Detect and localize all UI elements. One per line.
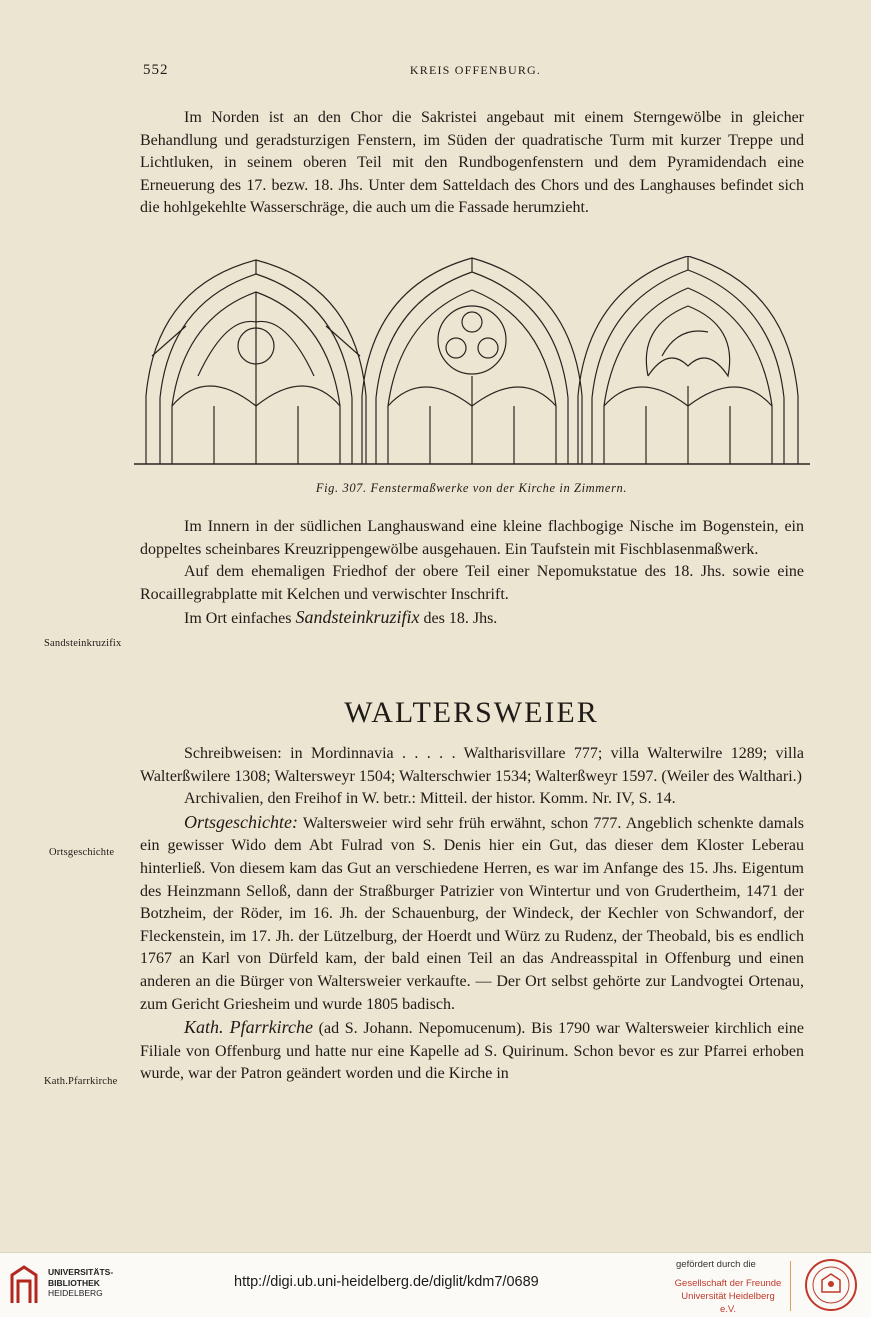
intro-paragraph — [140, 107, 804, 220]
ort-suffix: des 18. Jhs. — [423, 610, 498, 628]
sponsor-name — [672, 1277, 784, 1316]
sponsor-label: gefördert durch die — [676, 1259, 756, 1270]
intro-text: Im Norden ist an den Chor die Sakristei angebaut mit einem Sterngewölbe in gleicher Behandlung und geradsturzigen Fenstern, im Süden der quadratische Turm mit kurzer Treppe und Lichtluken, in seinem oberen Teil mit den Rundbogenfenstern und dem Pyramidendach eine Erneuerung des 17. bezw. 18. Jhs. Unter dem Satteldach des Chors und des Langhauses befindet sich die hohlgekehlte Wasserschräge, die auch um die Fassade herumzieht. — [140, 109, 804, 217]
kirche-heading: Kath. Pfarrkirche — [184, 1017, 313, 1038]
ortsgeschichte-heading: Ortsgeschichte: — [184, 811, 298, 832]
sidenote-ortsgeschichte: Ortsgeschichte — [49, 847, 115, 858]
schreibweisen-text: Schreibweisen: in Mordinnavia . . . . . Waltharisvillare 777; villa Walterwilre 1289; villa Walterßwilere 1308; Waltersweyr 1504; Walterschwier 1534; Walterßweyr 1597. (Weiler des Walthari.) — [140, 745, 804, 785]
library-line-2: BIBLIOTHEK — [48, 1277, 100, 1288]
section-title: WALTERSWEIER — [344, 696, 599, 729]
friedhof-text: Auf dem ehemaligen Friedhof der obere Teil einer Nepomukstatue des 18. Jhs. sowie eine Rocaillegrabplatte mit Kelchen und verwischter Inschrift. — [140, 563, 804, 603]
sponsor-line-2: Universität Heidelberg e.V. — [681, 1291, 775, 1315]
kirche-text — [140, 1016, 804, 1086]
library-logo-icon — [8, 1263, 40, 1307]
sidenote-pfarrkirche: Kath.Pfarrkirche — [44, 1076, 118, 1087]
page-number: 552 — [143, 62, 169, 78]
sponsor-line-1: Gesellschaft der Freunde — [674, 1278, 782, 1289]
ortsgeschichte-body: Waltersweier wird sehr früh erwähnt, schon 777. Angeblich schenkte damals ein gewisser Wido dem Abt Fulrad von S. Denis hier ein Gut, das dieser dem Kloster Leberau hinterließ. Von diesem kam das Gut an verschiedene Herren, es war im Anfange des 15. Jhs. Eigentum des Heinzmann Selloß, dann der Straßburger Patrizier von Wintertur und von Grudertheim, 1471 der Botzheim, der Röder, im 16. Jh. der Schauenburg, der Windeck, der Kechler von Schwandorf, der Fleckenstein, im 17. Jh. der Lützelburg, der Hoerdt und Würz zu Rudenz, der Theobald, bis es endlich 1767 an Karl von Dürfeld kam, der bald einen Teil an das Andreasspital in Offenburg und einen anderen an die Bürger von Waltersweier verkaufte. — Der Ort selbst gehörte zur Landvogtei Ortenau, zum Gericht Griesheim und wurde 1805 badisch. — [140, 814, 804, 1013]
viewer-footer — [0, 1252, 871, 1317]
university-seal-icon — [804, 1258, 858, 1312]
innern-text: Im Innern in der südlichen Langhauswand eine kleine flachbogige Nische im Bogenstein, ein doppeltes scheinbares Kreuzrippengewölbe ausgehauen. Ein Taufstein mit Fischblasenmaßwerk. — [140, 518, 804, 558]
window-tracery-figure — [134, 256, 810, 468]
waltersweier-section — [140, 743, 804, 1086]
footer-divider — [790, 1261, 791, 1311]
archivalien-text: Archivalien, den Freihof in W. betr.: Mitteil. der histor. Komm. Nr. IV, S. 14. — [184, 790, 676, 808]
innern-paragraph — [140, 516, 804, 631]
ort-italic: Sandsteinkruzifix — [295, 607, 420, 628]
library-line-1: UNIVERSITÄTS- — [48, 1267, 114, 1277]
library-line-3: HEIDELBERG — [48, 1288, 103, 1298]
sidenote-sandsteinkruzifix: Sandsteinkruzifix — [44, 638, 122, 649]
figure-caption: Fig. 307. Fenstermaßwerke von der Kirche in Zimmern. — [315, 481, 628, 495]
ortsgeschichte-text — [140, 811, 804, 1016]
library-name — [48, 1267, 113, 1299]
ort-text — [140, 606, 804, 631]
running-head: KREIS OFFENBURG. — [409, 63, 542, 77]
kirche-body: (ad S. Johann. Nepomucenum). Bis 1790 war Waltersweier kirchlich eine Filiale von Offenburg und hatte nur eine Kapelle ad S. Quirinum. Schon bevor es zur Pfarrei erhoben wurde, war der Patron geändert worden und die Kirche in — [140, 1020, 804, 1083]
page-header — [0, 60, 871, 82]
permalink-url[interactable]: http://digi.ub.uni-heidelberg.de/diglit/kdm7/0689 — [234, 1274, 539, 1290]
ort-prefix: Im Ort einfaches — [184, 610, 292, 628]
